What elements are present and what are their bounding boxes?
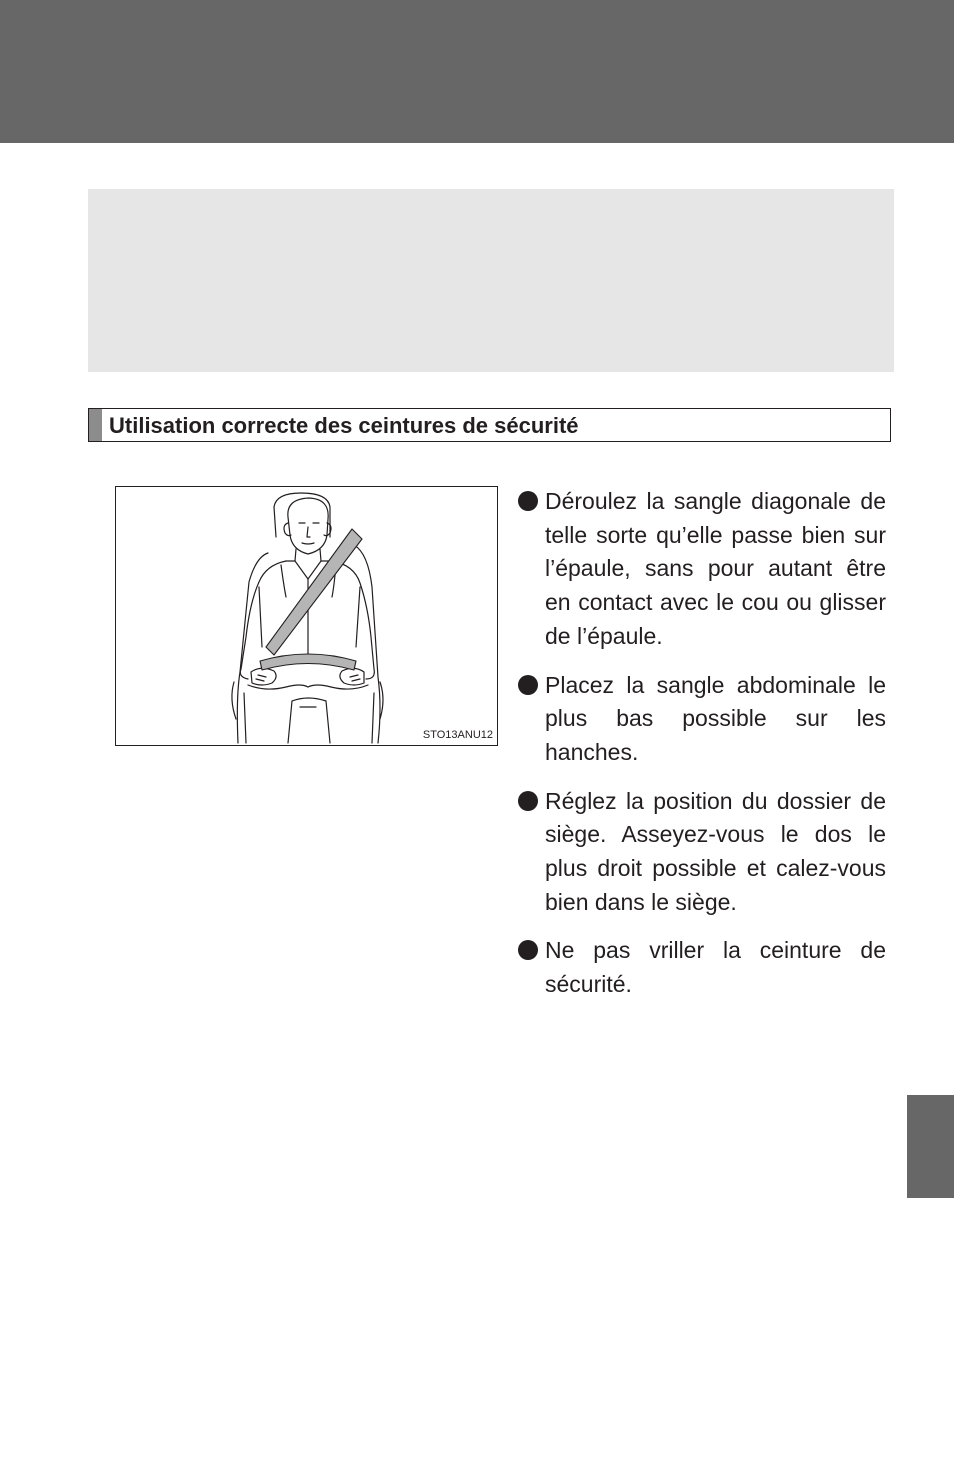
list-item-text: Placez la sangle abdominale le plus bas possible sur les hanches.	[545, 671, 886, 765]
figure-code: STO13ANU12	[422, 729, 493, 741]
bullet-icon	[518, 675, 538, 695]
page-header-bar	[0, 0, 954, 143]
list-item-text: Réglez la position du dossier de siège. Asseyez-vous le dos le plus droit possible et calez-vous bien dans le siège.	[545, 787, 886, 915]
section-title: Utilisation correcte des ceintures de sécurité	[109, 413, 579, 438]
section-heading	[88, 408, 891, 442]
bullet-icon	[518, 940, 538, 960]
list-item	[518, 934, 886, 1001]
bullet-icon	[518, 491, 538, 511]
info-panel	[88, 189, 894, 372]
bullet-icon	[518, 791, 538, 811]
list-item-text: Ne pas vriller la ceinture de sécurité.	[545, 937, 886, 998]
instruction-list	[518, 485, 886, 1017]
list-item	[518, 785, 886, 920]
list-item	[518, 669, 886, 770]
seated-person-seatbelt-icon	[116, 487, 497, 745]
list-item	[518, 485, 886, 654]
list-item-text: Déroulez la sangle diagonale de telle sorte qu’elle passe bien sur l’épaule, sans pour autant être en contact avec le cou ou glisser de l’épaule.	[545, 488, 886, 649]
seatbelt-figure	[115, 486, 498, 746]
chapter-tab	[907, 1095, 954, 1198]
heading-marker	[89, 409, 102, 441]
